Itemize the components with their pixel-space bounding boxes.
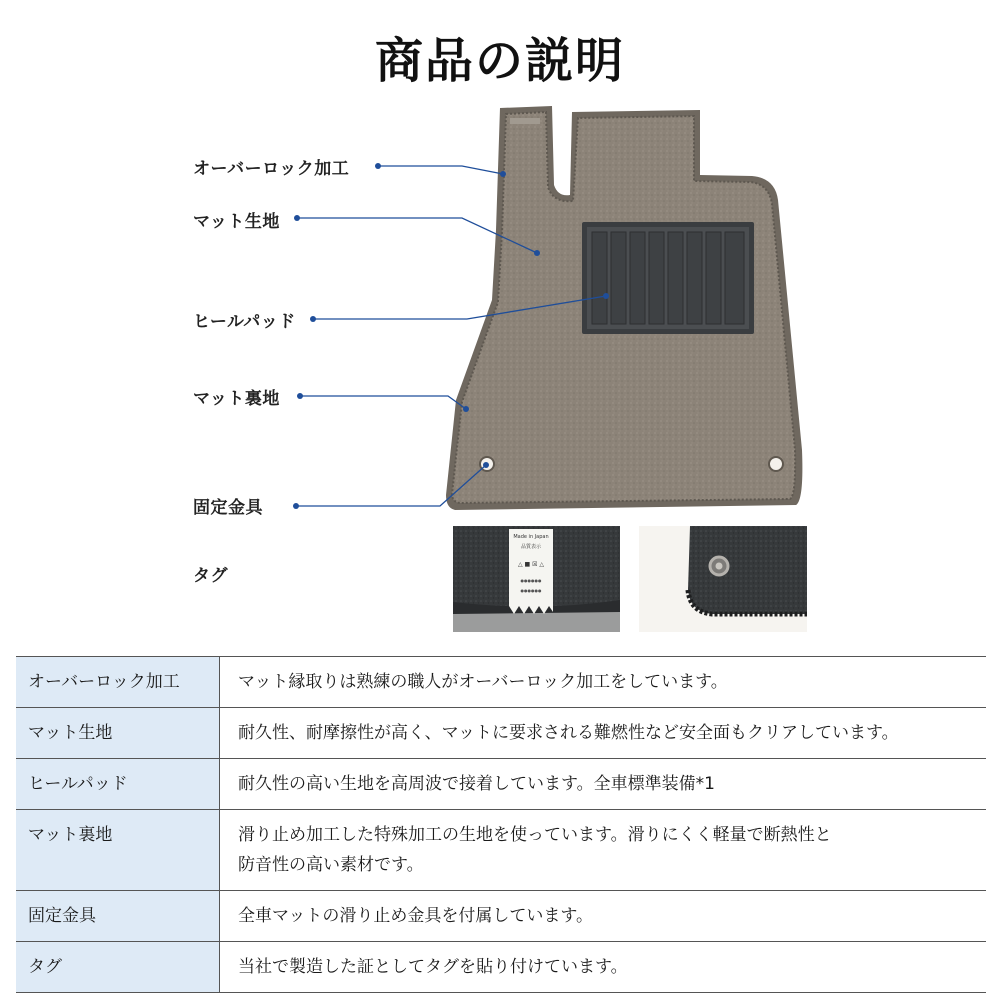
table-row [16, 657, 986, 708]
spec-table [16, 656, 986, 993]
tag-line-1: Made in Japan [513, 534, 549, 540]
table-row [16, 942, 986, 993]
tag-photo [453, 526, 620, 632]
table-row [16, 810, 986, 891]
tag-line-3: △ ■ ☒ △ [518, 561, 544, 568]
label-fabric: マット生地 [193, 212, 280, 232]
row-key: マット生地 [16, 708, 220, 759]
table-row [16, 708, 986, 759]
table-row [16, 891, 986, 942]
row-value [220, 708, 987, 759]
label-backing: マット裏地 [193, 389, 280, 409]
label-tag: タグ [193, 566, 228, 586]
row-value [220, 942, 987, 993]
row-value-line: 耐久性の高い生地を高周波で接着しています。全車標準装備*1 [238, 774, 715, 794]
row-key: 固定金具 [16, 891, 220, 942]
grommet-right [769, 457, 783, 471]
row-key: マット裏地 [16, 810, 220, 891]
label-overlock: オーバーロック加工 [193, 159, 350, 179]
row-value-line: マット縁取りは熟練の職人がオーバーロック加工をしています。 [238, 672, 728, 692]
table-row [16, 759, 986, 810]
row-value [220, 891, 987, 942]
page-title: 商品の説明 [374, 33, 625, 89]
tag-line-4: ●●●●●● [520, 578, 542, 583]
label-heelpad: ヒールパッド [193, 312, 296, 332]
row-key: ヒールパッド [16, 759, 220, 810]
row-value-line: 当社で製造した証としてタグを貼り付けています。 [238, 957, 628, 977]
row-value-line: 防音性の高い素材です。 [238, 855, 424, 875]
row-value [220, 759, 987, 810]
tag-line-2: 品質表示 [520, 544, 542, 550]
row-key: タグ [16, 942, 220, 993]
row-value-line: 耐久性、耐摩擦性が高く、マットに要求される難燃性など安全面もクリアしています。 [238, 723, 899, 743]
mat-top-stitch [510, 118, 540, 124]
row-value [220, 810, 987, 891]
tag-line-5: ●●●●●● [520, 588, 542, 593]
row-value [220, 657, 987, 708]
grommet-photo [639, 526, 807, 632]
label-fastener: 固定金具 [193, 498, 263, 518]
row-key: オーバーロック加工 [16, 657, 220, 708]
row-value-line: 滑り止め加工した特殊加工の生地を使っています。滑りにくく軽量で断熱性と [238, 825, 832, 845]
heel-pad [582, 222, 754, 334]
row-value-line: 全車マットの滑り止め金具を付属しています。 [238, 906, 593, 926]
floor-mat [446, 106, 802, 510]
